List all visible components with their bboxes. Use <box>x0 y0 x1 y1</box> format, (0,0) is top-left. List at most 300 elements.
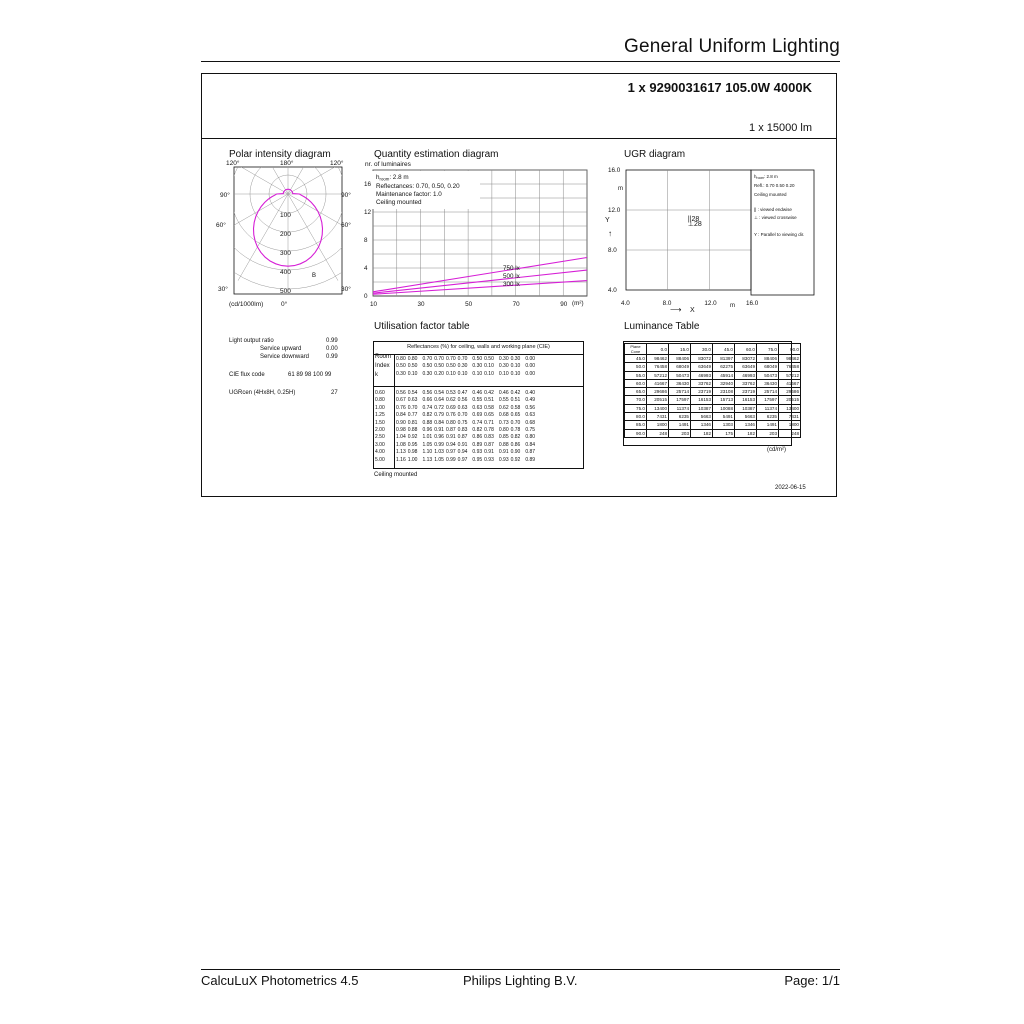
table-cell: 0.56 <box>525 404 536 411</box>
table-cell: 0.87 <box>445 427 456 434</box>
table-cell: 98462 <box>647 355 669 363</box>
table-cell: 10387 <box>691 404 713 412</box>
ugr-plot-frame <box>626 170 751 290</box>
polar-diagram <box>216 158 354 310</box>
table-cell: 0.97 <box>457 456 468 463</box>
table-cell: 85.0 <box>625 421 647 429</box>
table-cell: 1.25 <box>375 412 385 419</box>
quantity-series-label: 300 lx <box>503 281 520 288</box>
table-cell: 0.75 <box>457 419 468 426</box>
prop-ugr-label: UGRcen (4Hx8H, 0.25H) <box>229 390 296 396</box>
table-cell: 36430 <box>669 379 691 387</box>
table-cell: 0.76 <box>396 404 406 411</box>
table-cell: 0.70 <box>457 412 468 419</box>
table-cell: 0.89 <box>472 441 483 448</box>
quantity-ytick: 16 <box>364 181 372 188</box>
quantity-ytick: 12 <box>364 209 372 216</box>
table-cell: 68049 <box>757 363 779 371</box>
table-cell: 30.0 <box>691 344 713 355</box>
polar-title: Polar intensity diagram <box>229 149 331 160</box>
table-cell: 0.30 <box>457 363 468 370</box>
table-cell: 0.91 <box>498 449 509 456</box>
header-rule <box>201 61 840 62</box>
utilisation-row <box>395 457 536 464</box>
prop-downward-value: 0.99 <box>326 354 338 360</box>
table-cell: 0.93 <box>472 449 483 456</box>
report-date: 2022-06-15 <box>775 485 806 491</box>
table-cell: 1491 <box>669 421 691 429</box>
table-cell: 0.42 <box>510 390 521 396</box>
table-cell: 0.81 <box>407 419 418 426</box>
table-cell: 0.98 <box>407 449 418 456</box>
utilisation-row <box>395 390 536 397</box>
table-cell: 0.10 <box>510 370 521 377</box>
table-cell: 0.54 <box>434 390 444 396</box>
room-label-3: k <box>375 372 378 378</box>
table-cell: 0.86 <box>472 434 483 441</box>
table-cell: 0.70 <box>445 356 456 362</box>
table-cell: 0.63 <box>407 397 418 404</box>
table-cell: 0.49 <box>525 397 536 404</box>
table-cell: 1.13 <box>396 449 406 456</box>
polar-label-top-left: 120° <box>226 160 240 167</box>
table-cell: 0.10 <box>510 363 521 370</box>
table-cell: 0.80 <box>396 356 406 362</box>
ugr-legend-mounting: Ceiling mounted <box>754 192 787 197</box>
table-cell: 29686 <box>779 388 801 396</box>
table-cell: 36430 <box>757 379 779 387</box>
table-cell: 1.01 <box>422 434 433 441</box>
quantity-xtick: 90 <box>560 301 568 308</box>
prop-downward-label: Service downward <box>260 354 310 360</box>
table-cell: 2.50 <box>375 434 385 441</box>
quantity-legend-reflectances: Reflectances: 0.70, 0.50, 0.20 <box>376 183 460 190</box>
table-cell: 0.87 <box>484 441 494 448</box>
table-cell: 0.56 <box>457 397 468 404</box>
table-cell: 0.10 <box>457 370 468 377</box>
table-cell: 0.84 <box>434 419 444 426</box>
luminance-row <box>625 355 801 363</box>
reflectance-row <box>395 363 536 370</box>
room-index-row <box>374 412 386 419</box>
table-cell: 88406 <box>669 355 691 363</box>
reflectance-row <box>395 356 536 363</box>
table-cell: 63649 <box>735 363 757 371</box>
table-cell: 0.87 <box>525 449 536 456</box>
table-cell: 0.66 <box>422 397 433 404</box>
table-cell: 1800 <box>779 421 801 429</box>
table-cell: 0.94 <box>445 441 456 448</box>
quantity-ytick: 4 <box>364 265 368 272</box>
table-cell: 0.74 <box>472 419 483 426</box>
table-cell: 1346 <box>691 421 713 429</box>
table-cell: 10387 <box>735 404 757 412</box>
table-cell: 50473 <box>669 371 691 379</box>
table-cell: 0.70 <box>510 419 521 426</box>
report-title: General Uniform Lighting <box>623 36 840 57</box>
ugr-legend-endwise: || : viewed endwise <box>754 207 792 212</box>
luminance-row <box>625 379 801 387</box>
table-cell: 0.50 <box>472 356 483 362</box>
table-cell: 0.76 <box>445 412 456 419</box>
luminance-row <box>625 429 801 437</box>
table-cell: 0.91 <box>445 434 456 441</box>
table-cell: 0.94 <box>457 449 468 456</box>
polar-label-top-right: 120° <box>330 160 344 167</box>
prop-cie-value: 61 89 98 100 99 <box>288 372 332 378</box>
table-cell: 0.58 <box>484 404 494 411</box>
table-cell: 0.89 <box>525 456 536 463</box>
table-cell: 0.0 <box>647 344 669 355</box>
table-cell: 0.83 <box>457 427 468 434</box>
ugr-chart <box>596 160 826 312</box>
table-cell: 55.0 <box>625 371 647 379</box>
table-cell: 0.84 <box>525 441 536 448</box>
table-cell: 5663 <box>735 413 757 421</box>
footer-software: CalcuLuX Photometrics 4.5 <box>201 973 359 988</box>
table-cell: 32940 <box>713 379 735 387</box>
table-cell: 0.95 <box>407 441 418 448</box>
table-cell: 0.10 <box>472 370 483 377</box>
ugr-xtick: 16.0 <box>746 300 759 307</box>
ugr-xtick: 8.0 <box>662 300 672 307</box>
table-cell: 4.00 <box>375 449 385 456</box>
luminance-row <box>625 371 801 379</box>
table-cell: 0.88 <box>498 441 509 448</box>
table-cell: 0.10 <box>484 363 494 370</box>
table-cell: 0.50 <box>434 363 444 370</box>
table-cell: 0.10 <box>484 370 494 377</box>
ugr-y-unit: m <box>618 186 623 192</box>
table-cell: 20515 <box>647 396 669 404</box>
table-cell: 0.70 <box>434 356 444 362</box>
table-cell: 0.88 <box>407 427 418 434</box>
table-cell: 1346 <box>735 421 757 429</box>
table-cell: 81397 <box>713 355 735 363</box>
table-cell: 0.00 <box>525 370 536 377</box>
ugr-y-axis-label: Y <box>605 217 610 224</box>
quantity-xtick: 30 <box>417 301 425 308</box>
quantity-series-line <box>373 281 587 295</box>
room-index-row <box>374 397 386 404</box>
utilisation-room-index-label <box>373 353 395 380</box>
table-cell: 2.00 <box>375 427 385 434</box>
quantity-chart <box>360 158 592 310</box>
utilisation-k-column <box>374 390 386 464</box>
polar-ring-200: 200 <box>280 231 291 238</box>
table-cell: 0.30 <box>498 363 509 370</box>
table-cell: 60.0 <box>735 344 757 355</box>
table-cell: 0.80 <box>445 419 456 426</box>
table-cell: 0.10 <box>498 370 509 377</box>
polar-label-left-90: 90° <box>220 192 230 199</box>
quantity-title: Quantity estimation diagram <box>374 149 499 160</box>
table-cell: 63649 <box>691 363 713 371</box>
table-cell: 0.71 <box>484 419 494 426</box>
table-cell: 0.86 <box>510 441 521 448</box>
table-cell: 0.92 <box>510 456 521 463</box>
polar-label-left-30: 30° <box>218 286 228 293</box>
luminance-row <box>625 404 801 412</box>
room-label-1: Room <box>375 354 392 360</box>
table-cell: 0.63 <box>525 412 536 419</box>
table-cell: 0.91 <box>484 449 494 456</box>
table-cell: 76458 <box>647 363 669 371</box>
table-cell: 0.80 <box>498 427 509 434</box>
luminance-unit: (cd/m²) <box>767 447 786 453</box>
table-cell: 45.0 <box>713 344 735 355</box>
table-cell: 1.10 <box>422 449 433 456</box>
table-cell: 41667 <box>647 379 669 387</box>
table-cell: 65.0 <box>625 388 647 396</box>
polar-ring-400: 400 <box>280 269 291 276</box>
table-cell: 0.40 <box>525 390 536 396</box>
table-cell: 248 <box>647 429 669 437</box>
polar-ring-500: 500 <box>280 288 291 295</box>
table-cell: 1303 <box>713 421 735 429</box>
luminance-row <box>625 421 801 429</box>
ugr-value: ||28 <box>687 216 700 223</box>
table-cell: 0.30 <box>472 363 483 370</box>
table-cell: 0.70 <box>407 404 418 411</box>
polar-spoke <box>288 194 338 281</box>
room-index-row <box>374 457 386 464</box>
table-cell: 17597 <box>757 396 779 404</box>
footer-page: Page: 1/1 <box>784 973 840 988</box>
table-cell: 5663 <box>691 413 713 421</box>
table-cell: 0.30 <box>396 370 406 377</box>
table-cell: 0.93 <box>484 456 494 463</box>
polar-unit: (cd/1000lm) <box>229 301 264 308</box>
quantity-xtick: 10 <box>370 301 378 308</box>
table-cell: 0.47 <box>457 390 468 396</box>
table-cell: 5.00 <box>375 456 385 463</box>
table-cell: 0.58 <box>510 404 521 411</box>
ugr-x-unit: m <box>730 303 735 309</box>
table-cell: 83072 <box>735 355 757 363</box>
utilisation-row-sep <box>373 386 584 387</box>
table-cell: 0.80 <box>407 356 418 362</box>
ugr-title: UGR diagram <box>624 149 686 160</box>
table-cell: 0.90 <box>510 449 521 456</box>
table-cell: 182 <box>735 429 757 437</box>
room-index-row <box>374 390 386 397</box>
table-cell: 0.78 <box>510 427 521 434</box>
table-cell: 17597 <box>669 396 691 404</box>
table-cell: 0.46 <box>472 390 483 396</box>
table-cell: 0.00 <box>525 363 536 370</box>
table-cell: 0.50 <box>396 363 406 370</box>
table-cell: 5491 <box>713 413 735 421</box>
ugr-xtick: 12.0 <box>704 300 717 307</box>
utilisation-row <box>395 442 536 449</box>
luminance-row <box>625 363 801 371</box>
table-cell: 10088 <box>713 404 735 412</box>
table-cell: 0.88 <box>422 419 433 426</box>
table-cell: 0.69 <box>472 412 483 419</box>
utilisation-row <box>395 449 536 456</box>
table-cell: 83072 <box>691 355 713 363</box>
utilisation-row <box>395 405 536 412</box>
table-cell: 0.96 <box>422 427 433 434</box>
utilisation-reflectance-rows <box>395 356 536 378</box>
table-cell: 0.93 <box>498 456 509 463</box>
table-cell: 46993 <box>735 371 757 379</box>
table-cell: 0.30 <box>498 356 509 362</box>
table-cell: 33762 <box>691 379 713 387</box>
table-cell: 0.73 <box>498 419 509 426</box>
table-cell: 0.55 <box>498 397 509 404</box>
prop-upward-label: Service upward <box>260 346 302 352</box>
table-cell: 1.05 <box>434 456 444 463</box>
table-cell: 0.50 <box>445 363 456 370</box>
table-cell: 15.0 <box>669 344 691 355</box>
table-cell: 0.30 <box>422 370 433 377</box>
frame-divider <box>202 138 836 139</box>
table-cell: 203 <box>757 429 779 437</box>
table-cell: 16153 <box>735 396 757 404</box>
prop-lor-label: Light output ratio <box>229 338 274 344</box>
utilisation-row <box>395 420 536 427</box>
table-cell: 0.50 <box>484 356 494 362</box>
polar-bottom-label: 0° <box>281 301 288 308</box>
table-cell: 20515 <box>779 396 801 404</box>
table-cell: 90.0 <box>625 429 647 437</box>
room-index-row <box>374 427 386 434</box>
room-index-row <box>374 405 386 412</box>
prop-cie-label: CIE flux code <box>229 372 265 378</box>
table-cell: 0.65 <box>484 412 494 419</box>
ugr-ytick: 16.0 <box>608 167 621 174</box>
table-cell: 33762 <box>735 379 757 387</box>
quantity-series-label: 500 lx <box>503 273 520 280</box>
ugr-legend-refl: Refl.: 0.70 0.50 0.20 <box>754 183 795 188</box>
table-cell: 0.80 <box>375 397 385 404</box>
table-cell: 50473 <box>757 371 779 379</box>
table-cell: 0.92 <box>407 434 418 441</box>
table-cell: 0.79 <box>434 412 444 419</box>
table-cell: 7431 <box>647 413 669 421</box>
ugr-ytick: 4.0 <box>608 287 617 294</box>
quantity-ytick: 8 <box>364 237 368 244</box>
table-cell: 0.55 <box>472 397 483 404</box>
quantity-xtick: 70 <box>512 301 520 308</box>
polar-label-right-90: 90° <box>341 192 351 199</box>
ugr-legend-parallel: Y : Parallel to viewing dir. <box>754 232 805 237</box>
table-cell: 1.04 <box>396 434 406 441</box>
table-cell: 0.70 <box>422 356 433 362</box>
prop-upward-value: 0.00 <box>326 346 338 352</box>
table-cell: 68049 <box>669 363 691 371</box>
table-cell: 1.03 <box>434 449 444 456</box>
table-cell: 1.50 <box>375 419 385 426</box>
table-cell: 57212 <box>647 371 669 379</box>
table-cell: 16153 <box>691 396 713 404</box>
ugr-legend-crosswise: ⊥ : viewed crosswise <box>754 215 797 220</box>
quantity-ylabel: nr. of luminaires <box>365 161 411 168</box>
table-cell: 25714 <box>669 388 691 396</box>
table-cell: 75.0 <box>625 404 647 412</box>
footer-rule <box>201 969 840 970</box>
table-cell: 0.50 <box>422 363 433 370</box>
table-cell: 0.82 <box>510 434 521 441</box>
table-cell: 0.67 <box>396 397 406 404</box>
table-cell: 1.00 <box>407 456 418 463</box>
ugr-ytick: 12.0 <box>608 207 621 214</box>
table-cell: 6235 <box>757 413 779 421</box>
table-cell: 0.87 <box>457 434 468 441</box>
table-cell: 0.10 <box>445 370 456 377</box>
table-cell: 23108 <box>713 388 735 396</box>
ugr-y-arrow-icon: ↑ <box>608 229 612 238</box>
prop-ugr-value: 27 <box>331 390 338 396</box>
polar-ring-300: 300 <box>280 250 291 257</box>
table-cell: 0.63 <box>472 404 483 411</box>
table-cell: 203 <box>669 429 691 437</box>
table-cell: 0.56 <box>396 390 406 396</box>
table-cell: 0.80 <box>525 434 536 441</box>
table-cell: 0.68 <box>525 419 536 426</box>
utilisation-note: Ceiling mounted <box>374 472 418 478</box>
table-cell: 0.10 <box>407 370 418 377</box>
table-cell: 75.0 <box>757 344 779 355</box>
table-cell: 50.0 <box>625 363 647 371</box>
table-cell: 182 <box>691 429 713 437</box>
table-cell: 13400 <box>647 404 669 412</box>
table-cell: 76458 <box>779 363 801 371</box>
table-cell: 1491 <box>757 421 779 429</box>
table-cell: 15713 <box>713 396 735 404</box>
table-cell: 0.56 <box>422 390 433 396</box>
quantity-series-line <box>373 270 587 293</box>
table-cell: 0.91 <box>434 427 444 434</box>
table-cell: 98462 <box>779 355 801 363</box>
utilisation-title: Utilisation factor table <box>374 321 470 332</box>
utilisation-row <box>395 412 536 419</box>
table-cell: 46993 <box>691 371 713 379</box>
luminance-row <box>625 344 801 355</box>
table-cell: 0.82 <box>472 427 483 434</box>
ugr-x-axis-label: X <box>690 307 695 314</box>
room-label-2: Index <box>375 363 390 369</box>
ugr-x-arrow-icon: ⟶ <box>670 305 682 314</box>
table-cell: 0.74 <box>422 404 433 411</box>
table-cell: 0.68 <box>498 412 509 419</box>
polar-curve-marker: B <box>312 273 317 279</box>
table-cell: 11374 <box>757 404 779 412</box>
table-cell: 0.60 <box>375 390 385 396</box>
table-cell: Plane Cone <box>625 344 647 355</box>
product-name: 1 x 9290031617 105.0W 4000K <box>627 80 812 95</box>
table-cell: 0.46 <box>498 390 509 396</box>
table-cell: 0.82 <box>422 412 433 419</box>
table-cell: 0.20 <box>434 370 444 377</box>
table-cell: 25714 <box>757 388 779 396</box>
polar-label-left-60: 60° <box>216 222 226 229</box>
room-index-row <box>374 442 386 449</box>
quantity-series-line <box>373 258 587 292</box>
table-cell: 0.95 <box>472 456 483 463</box>
polar-label-right-30: 30° <box>341 286 351 293</box>
polar-label-right-60: 60° <box>341 222 351 229</box>
table-cell: 88406 <box>757 355 779 363</box>
table-cell: 7431 <box>779 413 801 421</box>
room-index-row <box>374 449 386 456</box>
table-cell: 0.91 <box>457 441 468 448</box>
table-cell: 1.05 <box>422 441 433 448</box>
table-cell: 0.62 <box>445 397 456 404</box>
table-cell: 0.85 <box>498 434 509 441</box>
